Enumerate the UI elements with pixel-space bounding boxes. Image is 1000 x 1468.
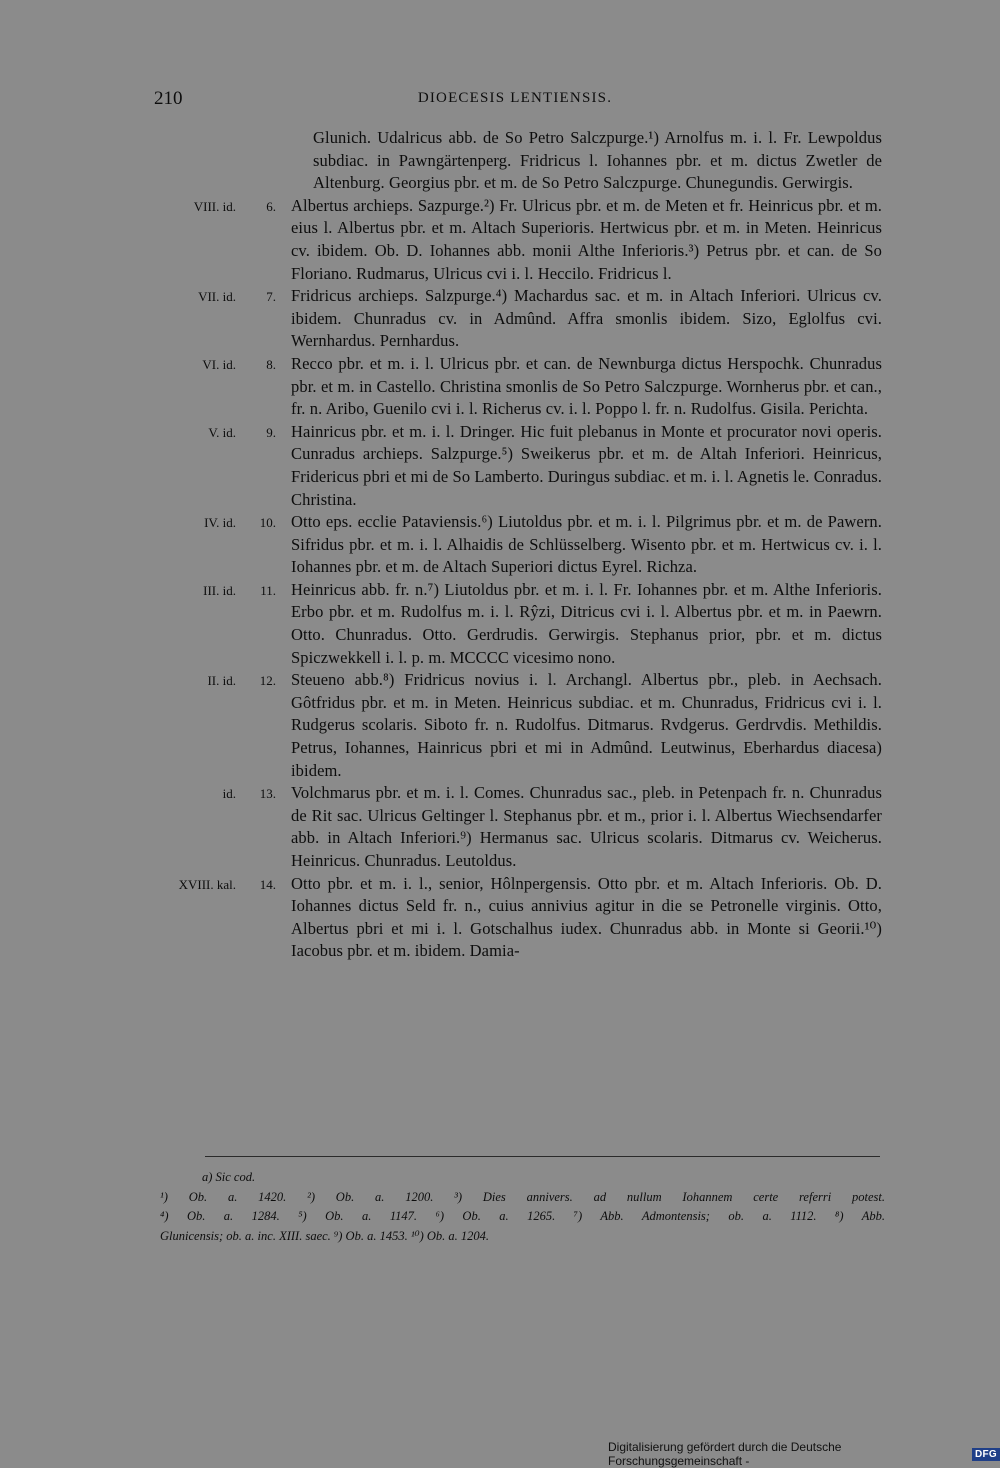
necrology-entry	[0, 873, 1000, 963]
footnote-line: Glunicensis; ob. a. inc. XIII. saec. ⁹) Ob. a. 1453. ¹⁰) Ob. a. 1204.	[160, 1228, 490, 1243]
entry-text: Heinricus abb. fr. n.⁷) Liutoldus pbr. et m. i. l. Fr. Iohannes pbr. et m. Althe Inferioris. Erbo pbr. et m. Rudolfus m. i. l. Rŷzi, Ditricus cvi i. l. Albertus pbr. et m. in Paewrn. Otto. Chunradus. Otto. Gerdrudis. Gerwirgis. Stephanus prior, pbr. et m. dictus Spiczwekkell i. l. p. m. MCCCC vicesimo nono.	[291, 579, 882, 667]
entry-day: 12.	[259, 673, 276, 689]
entry-text: Fridricus archieps. Salzpurge.⁴) Machardus sac. et m. in Altach Inferiori. Ulricus cv. ibidem. Chunradus cv. in Admûnd. Affra smonlis ibidem. Sizo, Eglolfus cvi. Wernhardus. Pernhardus.	[291, 286, 882, 351]
necrology-entry	[0, 579, 1000, 669]
entry-text: Volchmarus pbr. et m. i. l. Comes. Chunradus sac., pleb. in Petenpach fr. n. Chunradus de Rit sac. Ulricus Geltinger l. Stephanus pbr. et m., prior i. l. Albertus Wiechsendarfer abb. in Altach Inferiori.⁹) Hermanus sac. Ulricus scolaris. Ditmarus cv. Weicherus. Heinricus. Chunradus. Leutoldus.	[291, 783, 882, 870]
footnote-line: ⁴) Ob. a. 1284. ⁵) Ob. a. 1147. ⁶) Ob. a. 1265. ⁷) Abb. Admontensis; ob. a. 1112. ⁸) Abb.	[160, 1209, 885, 1223]
footnote-line: ¹) Ob. a. 1420. ²) Ob. a. 1200. ³) Dies annivers. ad nullum Iohannem certe referri potest.	[160, 1189, 885, 1204]
entry-day: 14.	[259, 876, 276, 892]
footnote-divider	[205, 1156, 880, 1157]
necrology-entry	[0, 285, 1000, 353]
entry-date: V. id.	[208, 424, 236, 440]
entry-date: VI. id.	[202, 356, 236, 372]
necrology-entry	[0, 782, 1000, 872]
entry-date: id.	[222, 786, 236, 802]
footnote-line: a) Sic cod.	[202, 1170, 256, 1184]
necrology-entry	[0, 421, 1000, 511]
footnotes	[160, 1168, 885, 1246]
entry-date: III. id.	[203, 582, 236, 598]
running-title: DIOECESIS LENTIENSIS.	[417, 90, 613, 106]
dfg-logo: DFG	[972, 1448, 1000, 1461]
entry-text: Otto eps. ecclie Pataviensis.⁶) Liutoldus pbr. et m. i. l. Pilgrimus pbr. et m. de Pawern. Sifridus pbr. et m. i. l. Alhaidis de Schlüsselberg. Wisento pbr. et m. Hertwicus cv. i. l. Iohannes pbr. et m. de Altach Superiori dictus Eyrel. Richza.	[291, 512, 882, 577]
necrology-entry	[0, 511, 1000, 579]
entry-text: Otto pbr. et m. i. l., senior, Hôlnpergensis. Otto pbr. et m. Altach Inferioris. Ob. D. Iohannes dictus Seld fr. n., cuius annivius agitur in die se Petronelle virginis. Otto, Albertus pbri et mi i. l. Gotschalhus iudex. Chunradus abb. in Monte si Georii.¹⁰) Iacobus pbr. et m. ibidem. Damia-	[291, 873, 882, 961]
digitization-credit	[608, 1440, 1000, 1468]
necrology-entry	[0, 127, 1000, 195]
necrology-entry	[0, 353, 1000, 421]
entry-date: VIII. id.	[193, 198, 236, 214]
necrology-entries	[0, 127, 1000, 963]
entry-day: 9.	[266, 424, 276, 440]
page-number: 210	[154, 88, 183, 109]
entry-day: 13.	[259, 786, 276, 802]
entry-text: Recco pbr. et m. i. l. Ulricus pbr. et can. de Newnburga dictus Herspochk. Chunradus pbr. et m. in Castello. Christina smonlis de So Petro Salczpurge. Wornherus pbr. et can., fr. n. Aribo, Guenilo cvi i. l. Richerus cv. i. l. Poppo l. fr. n. Rudolfus. Gisila. Perichta.	[291, 353, 882, 419]
entry-date: IV. id.	[204, 515, 236, 531]
entry-date: XVIII. kal.	[178, 876, 236, 892]
entry-date: II. id.	[207, 673, 236, 689]
entry-day: 7.	[266, 289, 276, 305]
page-header	[150, 88, 880, 112]
entry-day: 8.	[266, 356, 276, 372]
entry-text: Hainricus pbr. et m. i. l. Dringer. Hic fuit plebanus in Monte et procurator novi operis. Cunradus archieps. Salzpurge.⁵) Sweikerus pbr. et m. de Altah Inferiori. Heinricus, Fridericus pbri et mi de So Lamberto. Duringus subdiac. et m. i. l. Agnetis le. Conradus. Christina.	[291, 421, 882, 509]
entry-day: 6.	[266, 198, 276, 214]
necrology-entry	[0, 195, 1000, 285]
entry-text: Albertus archieps. Sazpurge.²) Fr. Ulricus pbr. et m. de Meten et fr. Heinricus pbr. et m. eius l. Albertus pbr. et m. Altach Superioris. Hertwicus pbr. et m. in Meten. Heinricus cv. ibidem. Ob. D. Iohannes abb. monii Althe Inferioris.³) Petrus pbr. et can. de So Floriano. Rudmarus, Ulricus cvi i. l. Heccilo. Fridricus l.	[291, 195, 882, 283]
entry-text: Glunich. Udalricus abb. de So Petro Salczpurge.¹) Arnolfus m. i. l. Fr. Lewpoldus subdiac. in Pawngärtenperg. Fridricus l. Iohannes pbr. et m. dictus Zwetler de Altenburg. Georgius pbr. et m. de So Petro Salczpurge. Chunegundis. Gerwirgis.	[313, 128, 882, 193]
entry-day: 10.	[259, 515, 276, 531]
credit-text: Digitalisierung gefördert durch die Deutsche Forschungsgemeinschaft -	[608, 1440, 842, 1468]
entry-text: Steueno abb.⁸) Fridricus novius i. l. Archangl. Albertus pbr., pleb. in Aechsach. Gôtfridus pbr. et m. in Meten. Heinricus subdiac. et m. Chunradus, Fridricus cvi i. l. Rudgerus scolaris. Siboto fr. n. Rudolfus. Ditmarus. Rvdgerus. Gerdrvdis. Methildis. Petrus, Iohannes, Hainricus pbri et mi in Admûnd. Leutwinus, Eberhardus diacesa) ibidem.	[291, 670, 882, 780]
entry-date: VII. id.	[198, 289, 236, 305]
necrology-entry	[0, 669, 1000, 782]
entry-day: 11.	[260, 582, 276, 598]
